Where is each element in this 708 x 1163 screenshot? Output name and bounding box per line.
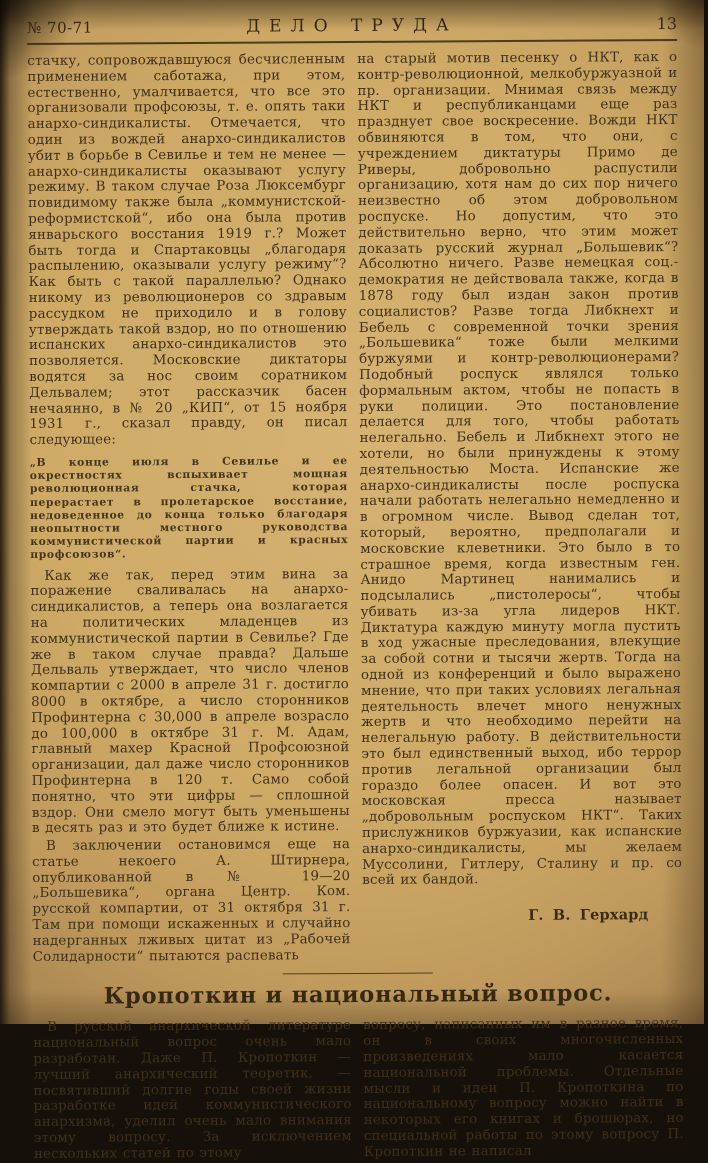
article-spain-section [27,50,683,965]
journal-title: ДЕЛО ТРУДА [246,15,458,37]
right-column [357,50,683,963]
body-paragraph: В русской анархической литературе национальный вопрос очень мало разработан. Даже П. Кропоткин — лучший анархический теоретик, — посвятивший долгие годы своей жизни разработке идей коммунистического анархизма, уделил очень мало внимания этому вопросу. За исключением нескольких статей по этому [33,1018,352,1162]
section-divider [283,973,433,975]
page-header [27,14,677,45]
body-paragraph: В заключении остановимся еще на статье некоего А. Штирнера, опубликованной в № 19—20 „Большевика“, органа Центр. Ком. русской компартии, от 31 октября 31 г. Там при помощи искаженных и случайно надерганных лживых цитат из „Рабочей Солидарности“ пытаются распевать [32,837,351,965]
issue-number: № 70-71 [26,18,93,37]
article-title: Кропоткин и национальный вопрос. [103,980,613,1010]
left-column [33,1018,352,1162]
body-paragraph: на старый мотив песенку о НКТ, как о контр-революционной, мелкобуржуазной и пр. организации. Мнимая связь между НКТ и республиканцами еще раз празднует свое воскресение. Вожди НКТ обвиняются в том, что они, с учреждением диктатуры Примо де Риверы, добровольно распустили организацию, хотя нам до сих пор ничего неизвестно об этом добровольном роспуске. Но допустим, что это действительно верно, что этим может доказать русский журнал „Большевик“? Абсолютно ничего. Разве немецкая соц.-демократия не действовала также, когда в 1878 году был издан закон против социалистов? Разве тогда Либкнехт и Бебель с современной точки зрения „Большевика“ тоже были мелкими буржуями и контр-революционерами? Подобный роспуск являлся только формальным актом, чтобы не попасть в руки полиции. Это постановление делается для того, чтобы работать нелегально. Бебель и Либкнехт этого не хотели, но были принуждены к этому деятельностью Моста. Испанские же анархо-синдикалисты после роспуска начали работать нелегально немедленно и в огромном числе. Вывод сделан тот, который, вероятно, предполагали и московские клеветники. Это было в то страшное время, когда известным ген. Анидо Мартинец нанимались и подсылались „пистолеросы“, чтобы убивать из-за угла лидеров НКТ. Диктатура каждую минуту могла пустить в ход ужасные преследования, влекущие за собой сотни и тысячи жертв. Тогда на одной из конференций и было выражено мнение, что при таких условиях легальная деятельность влечет много ненужных жертв и что необходимо перейти на нелегальную работу. В действительности это был единственный выход, ибо террор против легальной организации был гораздо более опасен. И вот это московская пресса называет „добровольным роспуском НКТ“. Таких прислужников буржуазии, как испанские анархо-синдикалисты, мы желаем Муссолини, Гитлеру, Сталину и пр. со всей их бандой. [357,50,683,889]
body-paragraph: вопросу, написанных им в разное время, он в своих многочисленных произведениях мало касается национальной проблемы. Отдельные мысли и идеи П. Кропоткина по национальному вопросу можно найти в некоторых его книгах и брошюрах, но специальной работы по этому вопросу П. Кропоткин не написал [363,1016,684,1160]
body-paragraph: Как же так, перед этим вина за поражение сваливалась на анархо-синдикалистов, а теперь она возлагается на политических младенцев из коммунистической партии в Севилье? Где же в таком случае правда? Дальше Дельваль утверждает, что число членов компартии с 2000 в апреле 31 г. достигло 8000 в октябре, а число сторонников Профинтерна с 30,000 в апреле возрасло до 100,000 в октябре 31 г. М. Адам, главный махер Красной Профсоюзной организации, дал даже число сторонников Профинтерна в 120 т. Само собой понятно, что эти цифры — сплошной вздор. Они смело могут быть уменьшены в десять раз и это будет ближе к истине. [30,566,350,837]
article-kropotkin-section [33,1016,684,1162]
right-column [363,1016,684,1160]
body-paragraph: стачку, сопровождавшуюся бесчисленным применением саботажа, при этом, естественно, умалчивается, что все это организовали профсоюзы, т. е. опять таки анархо-синдикалисты. Отмечается, что один из вождей анархо-синдикалистов убит в борьбе в Севилье и тем не менее — анархо-синдикалисты оказывают услугу режиму. В таком случае Роза Люксембург повидимому также была „коммунистской-реформистской“, ибо она была против январьского восстания 1919 г.? Может быть тогда и Спартаковцы „благодаря распылению, оказывали услугу режиму“? Как быть с такой параллелью? Однако никому из революционеров со здравым рассудком не приходило и в голову утверждать такой вздор, но по отношению испанских анархо-синдикалистов это позволяется. Московские диктаторы водятся за нос своим соратником Дельвалем; этот рассказчик басен нечаянно, в № 20 „КИП“, от 15 ноября 1931 г., сказал правду, он писал следующее: [27,52,348,449]
author-signature: Г. В. Герхард [528,906,649,925]
page-number: 13 [656,14,678,34]
left-column [27,52,351,965]
blockquote-small-print: „В конце июля в Севилье и ее окрестностях вспыхивает мощная революционная стачка, которая перерастает в пролетарское восстание, недоведенное до конца только благодаря неопытности местного руководства коммунистической партии и красных профсоюзов“. [29,453,349,562]
